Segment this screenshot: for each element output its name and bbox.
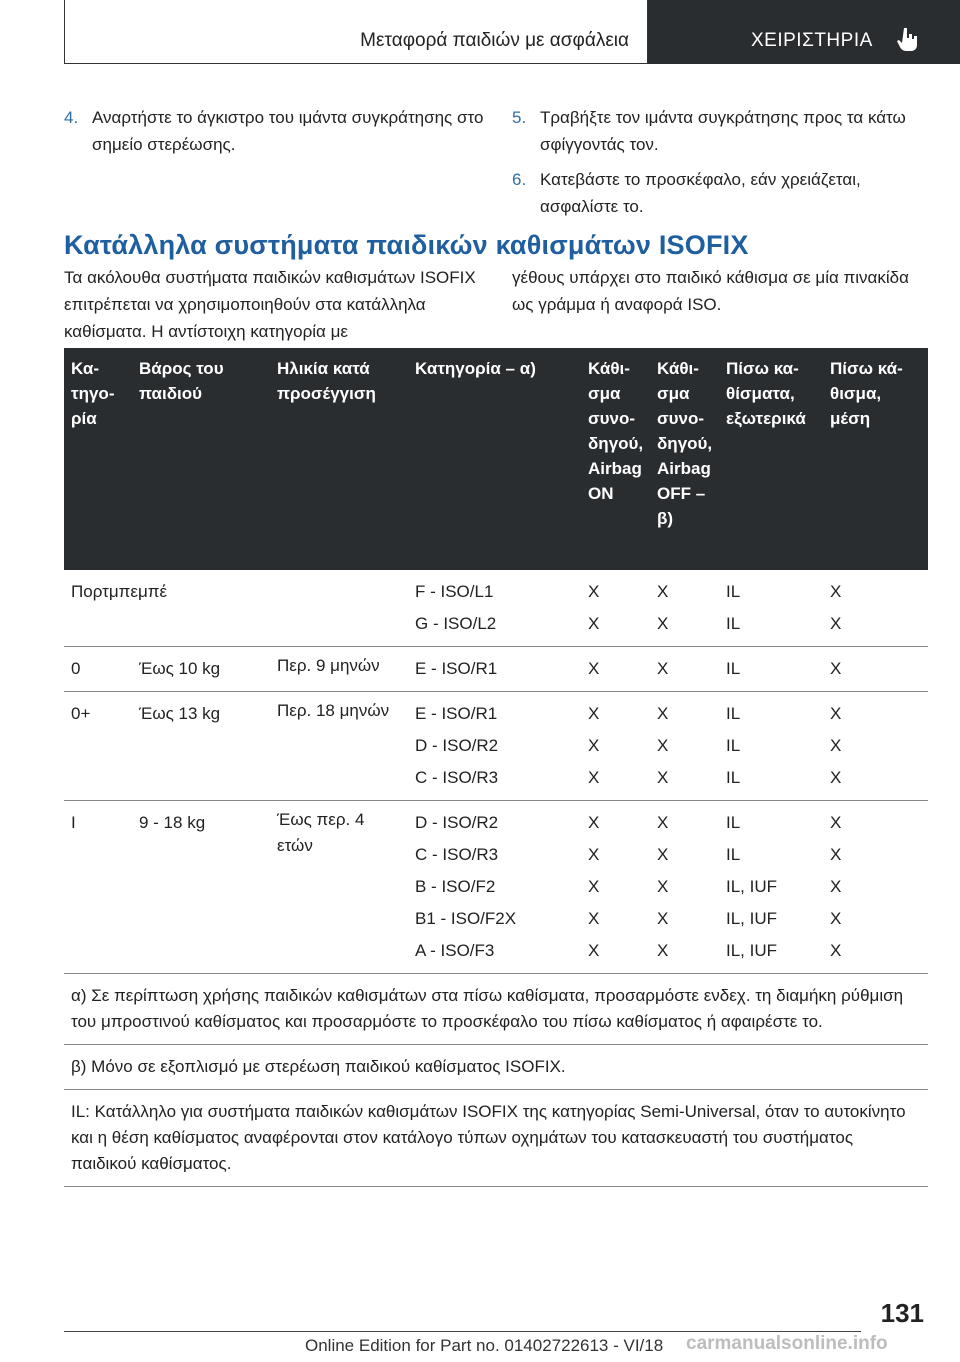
cell-line: X [830,909,842,928]
cell-class [408,692,581,801]
cell-line: IL [726,614,741,633]
table-note: IL: Κατάλληλο για συστήματα παιδικών καθισμάτων ISOFIX της κατηγορίας Semi-Universal, όταν το αυτοκίνητο και η θέση καθίσματος αναφέρονται στον κατάλογο τύπων οχημάτων του κατασκευαστή του συστήματος παιδικού καθίσματος. [64,1090,928,1187]
cell-line: F - ISO/L1 [415,582,494,601]
cell-line: IL [726,659,741,678]
step-item [64,104,484,158]
cell-line: X [588,659,600,678]
cell-line: IL [726,582,741,601]
cell-line: X [830,877,842,896]
table-note-row [64,974,928,1045]
cell-line: IL, IUF [726,941,778,960]
watermark: carmanualsonline.info [686,1333,888,1354]
cell-line: D - ISO/R2 [415,813,499,832]
cell-line: X [588,909,600,928]
cell-category: Πορτμπεμπέ [64,570,132,647]
cell-rear-middle [823,801,928,974]
col-header-weight: Βάρος του παιδιού [132,348,270,570]
col-header-class: Κατηγορία – α) [408,348,581,570]
table-row [64,692,928,801]
cell-line: X [588,736,600,755]
cell-line: E - ISO/R1 [415,704,498,723]
cell-line: IL, IUF [726,877,778,896]
cell-airbag-off [650,570,719,647]
table-header-row [64,348,928,570]
cell-class [408,570,581,647]
intro-left: Τα ακόλουθα συστήματα παιδικών καθισμάτων ISOFIX επιτρέπεται να χρησιμοποιηθούν στα κατάλληλα καθίσματα. Η αντίστοιχη κατηγορία με [64,268,476,341]
cell-line: C - ISO/R3 [415,768,499,787]
cell-category: 0 [64,647,132,692]
cell-line: X [657,768,669,787]
cell-line: X [588,582,600,601]
cell-line: B - ISO/F2 [415,877,496,896]
cell-rear-outer [719,570,823,647]
hand-pointer-icon [896,26,920,52]
cell-rear-middle [823,692,928,801]
page-number: 131 [880,1298,924,1328]
cell-rear-outer [719,692,823,801]
cell-line: X [657,909,669,928]
cell-line: E - ISO/R1 [415,659,498,678]
cell-line: X [657,582,669,601]
table-row [64,647,928,692]
cell-category: I [64,801,132,974]
col-header-airbag-off: Κάθισμα συνοδηγού, Airbag OFF – β) [650,348,719,570]
cell-line: G - ISO/L2 [415,614,497,633]
cell-line: X [657,736,669,755]
cell-airbag-on [581,570,650,647]
cell-airbag-off [650,692,719,801]
cell-weight: Έως 10 kg [132,647,270,692]
cell-line: X [830,614,842,633]
cell-line: X [830,845,842,864]
col-header-age: Ηλικία κατά προσέγγιση [270,348,408,570]
cell-class [408,801,581,974]
cell-line: X [588,704,600,723]
col-header-airbag-on: Κάθισμα συνοδηγού, Airbag ON [581,348,650,570]
table-note: α) Σε περίπτωση χρήσης παιδικών καθισμάτων στα πίσω καθίσματα, προσαρμόστε ενδεχ. τη διαμήκη ρύθμιση του μπροστινού καθίσματος και προσαρμόστε το προσκέφαλο του πίσω καθίσματος ή αφαιρέστε το. [64,974,928,1045]
cell-airbag-off [650,647,719,692]
header-chapter-box [64,0,648,64]
edition-text: Online Edition for Part no. 01402722613 - VI/18 [305,1336,664,1355]
cell-line: X [588,941,600,960]
cell-age: Περ. 9 μηνών [270,647,408,692]
cell-class [408,647,581,692]
col-header-rear-outer: Πίσω καθίσματα, εξωτερικά [719,348,823,570]
cell-line: X [657,704,669,723]
table-row [64,801,928,974]
cell-line: C - ISO/R3 [415,845,499,864]
footer-divider [64,1331,861,1332]
cell-line: X [830,941,842,960]
cell-line: IL, IUF [726,909,778,928]
step-text: Κατεβάστε το προσκέφαλο, εάν χρειάζεται, ασφαλίστε το. [540,170,861,216]
cell-weight: Έως 13 kg [132,692,270,801]
table-row [64,570,928,647]
table-note: β) Μόνο σε εξοπλισμό με στερέωση παιδικού καθίσματος ISOFIX. [64,1045,928,1090]
table-note-row [64,1045,928,1090]
cell-line: X [588,845,600,864]
cell-line: X [830,768,842,787]
cell-line: IL [726,845,741,864]
header-section-box [648,0,960,64]
header-section-title: ΧΕΙΡΙΣΤΗΡΙΑ [751,30,873,51]
cell-line: X [657,845,669,864]
cell-line: X [830,659,842,678]
intro-right: γέθους υπάρχει στο παιδικό κάθισμα σε μία πινακίδα ως γράμμα ή αναφορά ISO. [512,268,909,314]
cell-airbag-off [650,801,719,974]
step-text: Αναρτήστε το άγκιστρο του ιμάντα συγκράτησης στο σημείο στερέωσης. [92,108,484,154]
cell-category: 0+ [64,692,132,801]
cell-rear-outer [719,801,823,974]
cell-line: X [657,941,669,960]
cell-line: A - ISO/F3 [415,941,495,960]
cell-line: X [830,813,842,832]
cell-line: X [657,659,669,678]
step-number: 6. [512,170,527,189]
step-item [512,104,928,158]
cell-airbag-on [581,647,650,692]
cell-line: X [588,768,600,787]
cell-airbag-on [581,801,650,974]
cell-airbag-on [581,692,650,801]
cell-rear-outer [719,647,823,692]
header-chapter-title: Μεταφορά παιδιών με ασφάλεια [360,30,629,51]
col-header-category: Κατηγορία [64,348,132,570]
cell-line: X [588,877,600,896]
table-note-row [64,1090,928,1187]
cell-line: X [588,614,600,633]
cell-line: D - ISO/R2 [415,736,499,755]
cell-line: IL [726,768,741,787]
cell-line: X [830,736,842,755]
cell-age [270,570,408,647]
cell-line: X [657,877,669,896]
cell-line: X [588,813,600,832]
step-number: 5. [512,108,527,127]
section-title: Κατάλληλα συστήματα παιδικών καθισμάτων ISOFIX [64,230,749,260]
isofix-table [64,348,928,1187]
cell-line: X [830,582,842,601]
col-header-rear-middle: Πίσω κάθισμα, μέση [823,348,928,570]
cell-age: Έως περ. 4 ετών [270,801,408,974]
cell-weight: 9 - 18 kg [132,801,270,974]
steps-right [512,104,928,228]
cell-age: Περ. 18 μηνών [270,692,408,801]
cell-rear-middle [823,647,928,692]
steps-left [64,104,484,166]
step-text: Τραβήξτε τον ιμάντα συγκράτησης προς τα κάτω σφίγγοντάς τον. [540,108,906,154]
cell-line: IL [726,813,741,832]
cell-line: IL [726,736,741,755]
cell-rear-middle [823,570,928,647]
cell-line: X [830,704,842,723]
step-item [512,166,928,220]
cell-line: X [657,614,669,633]
cell-line: IL [726,704,741,723]
cell-line: X [657,813,669,832]
step-number: 4. [64,108,79,127]
cell-line: B1 - ISO/F2X [415,909,517,928]
